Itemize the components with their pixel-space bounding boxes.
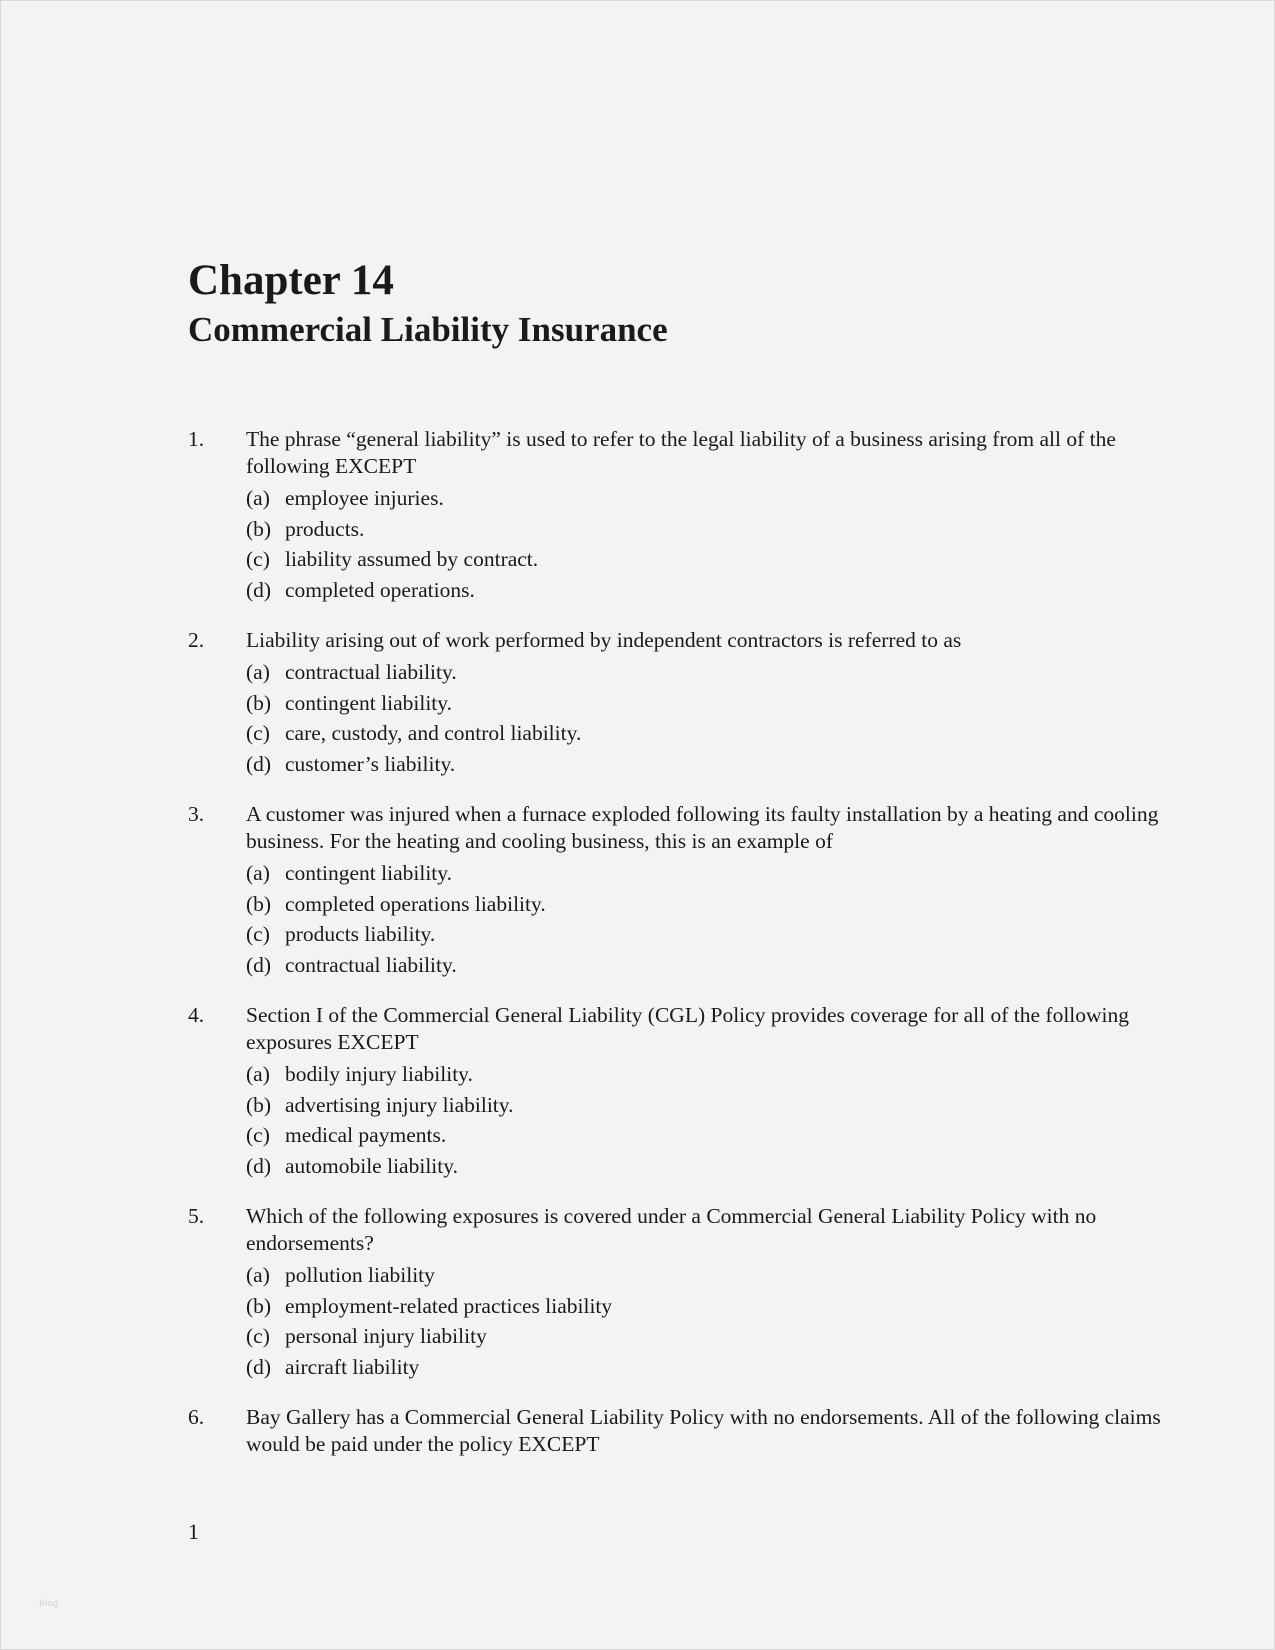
answer-choice: [246, 1260, 1188, 1291]
answer-choice: [246, 657, 1188, 688]
choice-text: automobile liability.: [285, 1153, 458, 1178]
choice-letter: (d): [246, 952, 272, 977]
choice-letter: (c): [246, 1324, 270, 1348]
choice-text: personal injury liability: [285, 1324, 487, 1348]
choice-text: contractual liability.: [285, 952, 457, 977]
answer-choice: [246, 514, 1188, 545]
answer-choice: [246, 575, 1188, 606]
question-number: 2.: [188, 628, 205, 652]
answer-choice: [246, 1321, 1188, 1352]
question-list: [188, 426, 1188, 1480]
choice-text: care, custody, and control liability.: [285, 721, 582, 745]
question-stem: Bay Gallery has a Commercial General Liability Policy with no endorsements. All of the following claims would be paid under the policy EXCEPT: [246, 1405, 1161, 1456]
choice-text: advertising injury liability.: [285, 1092, 514, 1117]
choice-text: completed operations liability.: [285, 891, 546, 916]
question-2: [188, 627, 1188, 779]
question-number: 6.: [188, 1405, 205, 1429]
choice-letter: (c): [246, 721, 270, 745]
answer-choice: [246, 1352, 1188, 1383]
choice-letter: (b): [246, 690, 272, 715]
question-stem: Which of the following exposures is covered under a Commercial General Liability Policy with no endorsements?: [246, 1204, 1097, 1255]
choice-letter: (a): [246, 1062, 270, 1086]
answer-choice: [246, 749, 1188, 780]
answer-choice: [246, 1291, 1188, 1322]
choice-letter: (a): [246, 660, 270, 684]
answer-choices: [246, 657, 1188, 779]
question-6: [188, 1404, 1188, 1458]
question-3: [188, 801, 1188, 980]
choice-letter: (a): [246, 486, 270, 510]
answer-choice: [246, 858, 1188, 889]
answer-choice: [246, 919, 1188, 950]
answer-choice: [246, 1120, 1188, 1151]
choice-text: employee injuries.: [285, 486, 444, 510]
question-stem: A customer was injured when a furnace exploded following its faulty installation by a heating and cooling business. For the heating and cooling business, this is an example of: [246, 802, 1159, 853]
answer-choice: [246, 950, 1188, 981]
choice-text: contingent liability.: [285, 861, 452, 885]
choice-letter: (c): [246, 922, 270, 946]
choice-text: contractual liability.: [285, 660, 457, 684]
question-stem: The phrase “general liability” is used to refer to the legal liability of a business arising from all of the following EXCEPT: [246, 427, 1116, 478]
question-number: 1.: [188, 427, 205, 451]
question-1: [188, 426, 1188, 605]
answer-choice: [246, 1090, 1188, 1121]
answer-choice: [246, 1059, 1188, 1090]
question-stem: Section I of the Commercial General Liability (CGL) Policy provides coverage for all of the following exposures EXCEPT: [246, 1003, 1130, 1054]
answer-choices: [246, 483, 1188, 605]
choice-letter: (b): [246, 891, 272, 916]
choice-text: contingent liability.: [285, 690, 452, 715]
watermark: blog: [39, 1599, 59, 1609]
choice-text: customer’s liability.: [285, 751, 456, 776]
answer-choice: [246, 1151, 1188, 1182]
choice-text: medical payments.: [285, 1123, 447, 1147]
question-4: [188, 1002, 1188, 1181]
choice-letter: (a): [246, 1263, 270, 1287]
choice-letter: (d): [246, 751, 272, 776]
choice-letter: (a): [246, 861, 270, 885]
question-5: [188, 1203, 1188, 1382]
choice-letter: (d): [246, 1354, 272, 1379]
choice-letter: (c): [246, 1123, 270, 1147]
choice-letter: (b): [246, 516, 272, 541]
chapter-number: Chapter 14: [188, 257, 394, 304]
choice-text: products liability.: [285, 922, 436, 946]
page-number: 1: [188, 1519, 199, 1544]
choice-letter: (c): [246, 547, 270, 571]
answer-choices: [246, 1059, 1188, 1181]
choice-letter: (d): [246, 1153, 272, 1178]
question-number: 5.: [188, 1204, 205, 1228]
answer-choice: [246, 544, 1188, 575]
choice-text: completed operations.: [285, 577, 475, 602]
answer-choice: [246, 688, 1188, 719]
question-number: 4.: [188, 1003, 205, 1027]
choice-letter: (d): [246, 577, 272, 602]
answer-choices: [246, 1260, 1188, 1382]
question-stem: Liability arising out of work performed by independent contractors is referred to as: [246, 628, 962, 652]
choice-text: pollution liability: [285, 1263, 435, 1287]
choice-letter: (b): [246, 1293, 272, 1318]
answer-choice: [246, 718, 1188, 749]
choice-text: employment-related practices liability: [285, 1293, 613, 1318]
answer-choices: [246, 858, 1188, 980]
answer-choice: [246, 483, 1188, 514]
choice-text: aircraft liability: [285, 1354, 420, 1379]
choice-text: bodily injury liability.: [285, 1062, 473, 1086]
choice-text: products.: [285, 516, 365, 541]
question-number: 3.: [188, 802, 205, 826]
chapter-title: Commercial Liability Insurance: [188, 310, 668, 349]
answer-choice: [246, 889, 1188, 920]
choice-letter: (b): [246, 1092, 272, 1117]
choice-text: liability assumed by contract.: [285, 547, 539, 571]
